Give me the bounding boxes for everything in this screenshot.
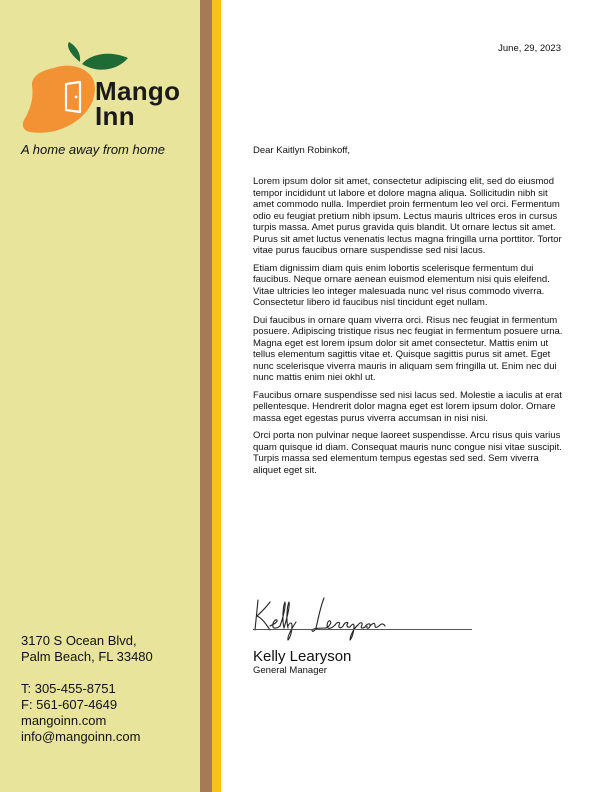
- body-paragraph: Lorem ipsum dolor sit amet, consectetur adipiscing elit, sed do eiusmod tempor incididunt ut labore et dolore magna aliqua. Sollicitudin nibh sit amet commodo nulla. Imperdiet proin fermentum leo vel orci. Fermentum odio eu feugiat pretium nibh ipsum. Lectus mauris ultrices eros in cursus turpis massa. Amet purus gravida quis blandit. Ut ornare lectus sit amet. Purus sit amet luctus venenatis lectus magna fringilla urna porttitor. Tortor vitae purus faucibus ornare suspendisse sed nisi lacus.: [253, 176, 562, 256]
- address-line1: 3170 S Ocean Blvd,: [21, 633, 137, 648]
- brand-name: [95, 76, 181, 131]
- yellow-stripe: [212, 0, 221, 792]
- handwritten-signature: [250, 592, 400, 642]
- letter-date: June, 29, 2023: [498, 43, 561, 54]
- phone-number: T: 305-455-8751: [21, 681, 116, 696]
- brand-name-line2: Inn: [95, 101, 135, 131]
- fax-number: F: 561-607-4649: [21, 697, 118, 712]
- contact-block: [21, 633, 153, 745]
- brand-name-line1: Mango: [95, 76, 181, 106]
- address-line2: Palm Beach, FL 33480: [21, 649, 153, 664]
- signer-name: Kelly Learyson: [253, 648, 352, 665]
- body-paragraph: Etiam dignissim diam quis enim lobortis scelerisque fermentum dui faucibus. Neque ornare aenean euismod elementum nisi quis eleifend. Vitae ultricies leo integer malesuada nunc vel risus commodo viverra. Consectetur libero id faucibus nisl tincidunt eget nullam.: [253, 262, 550, 308]
- body-paragraph: Orci porta non pulvinar neque laoreet suspendisse. Arcu risus quis varius quam quisque id diam. Consequat mauris nunc congue nisi vitae suscipit. Turpis massa sed elementum tempus egestas sed sed. Sem viverra aliquet eget sit.: [253, 430, 562, 476]
- email-link[interactable]: info@mangoinn.com: [21, 729, 141, 744]
- letter-salutation: Dear Kaitlyn Robinkoff,: [253, 145, 350, 156]
- signer-title: General Manager: [253, 665, 327, 676]
- body-paragraph: Dui faucibus in ornare quam viverra orci. Risus nec feugiat in fermentum posuere. Adipiscing tristique risus nec feugiat in fermentum posuere urna. Magna eget est lorem ipsum dolor sit amet consectetur. Mattis enim ut tellus elementum sagittis vitae et. Quisque sagittis purus sit amet. Eget nunc scelerisque viverra mauris in aliquam sem fringilla ut. Enim nec dui nunc mattis enim niei okhl ut.: [253, 314, 563, 383]
- signature-line: [253, 629, 472, 630]
- body-paragraph: Faucibus ornare suspendisse sed nisi lacus sed. Molestie a iaculis at erat pellentesque. Hendrerit dolor magna eget est lorem ipsum dolor. Ornare massa eget egestas purus viverra accumsan in nisi nisi.: [253, 389, 562, 424]
- website-link[interactable]: mangoinn.com: [21, 713, 107, 728]
- brand-tagline: A home away from home: [21, 142, 166, 157]
- contact-spacer: [21, 665, 153, 681]
- brown-stripe: [200, 0, 212, 792]
- letter-body: [253, 176, 569, 482]
